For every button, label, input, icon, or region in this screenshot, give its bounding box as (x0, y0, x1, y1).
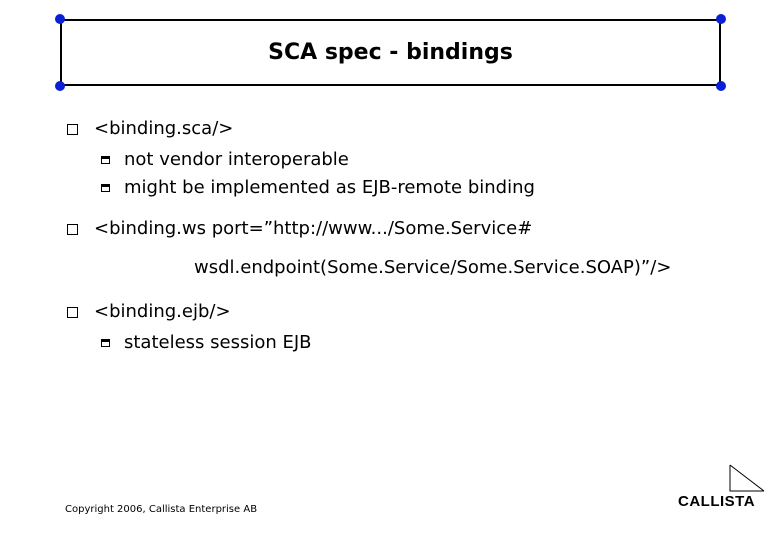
sub-square-bullet-icon (101, 184, 110, 192)
bullet-binding-sca: <binding.sca/> (94, 118, 234, 139)
square-bullet-icon (67, 307, 78, 318)
callista-logo-text: CALLISTA (678, 493, 756, 510)
square-bullet-icon (67, 224, 78, 235)
callista-logo (678, 463, 770, 513)
square-bullet-icon (67, 124, 78, 135)
bullet-binding-ws-continuation: wsdl.endpoint(Some.Service/Some.Service.SOAP)”/> (194, 257, 672, 278)
selection-handle-top-left[interactable] (55, 14, 65, 24)
title-box[interactable] (60, 19, 721, 86)
sub-bullet-stateless-ejb: stateless session EJB (124, 332, 312, 353)
selection-handle-bottom-right[interactable] (716, 81, 726, 91)
sub-square-bullet-icon (101, 339, 110, 347)
bullet-binding-ejb: <binding.ejb/> (94, 301, 231, 322)
slide-title: SCA spec - bindings (268, 40, 513, 65)
selection-handle-bottom-left[interactable] (55, 81, 65, 91)
sub-square-bullet-icon (101, 156, 110, 164)
sub-bullet-not-vendor: not vendor interoperable (124, 149, 349, 170)
bullet-binding-ws: <binding.ws port=”http://www.../Some.Service# (94, 218, 533, 239)
copyright-footer: Copyright 2006, Callista Enterprise AB (65, 504, 258, 515)
sub-bullet-ejb-remote: might be implemented as EJB-remote binding (124, 177, 535, 198)
selection-handle-top-right[interactable] (716, 14, 726, 24)
